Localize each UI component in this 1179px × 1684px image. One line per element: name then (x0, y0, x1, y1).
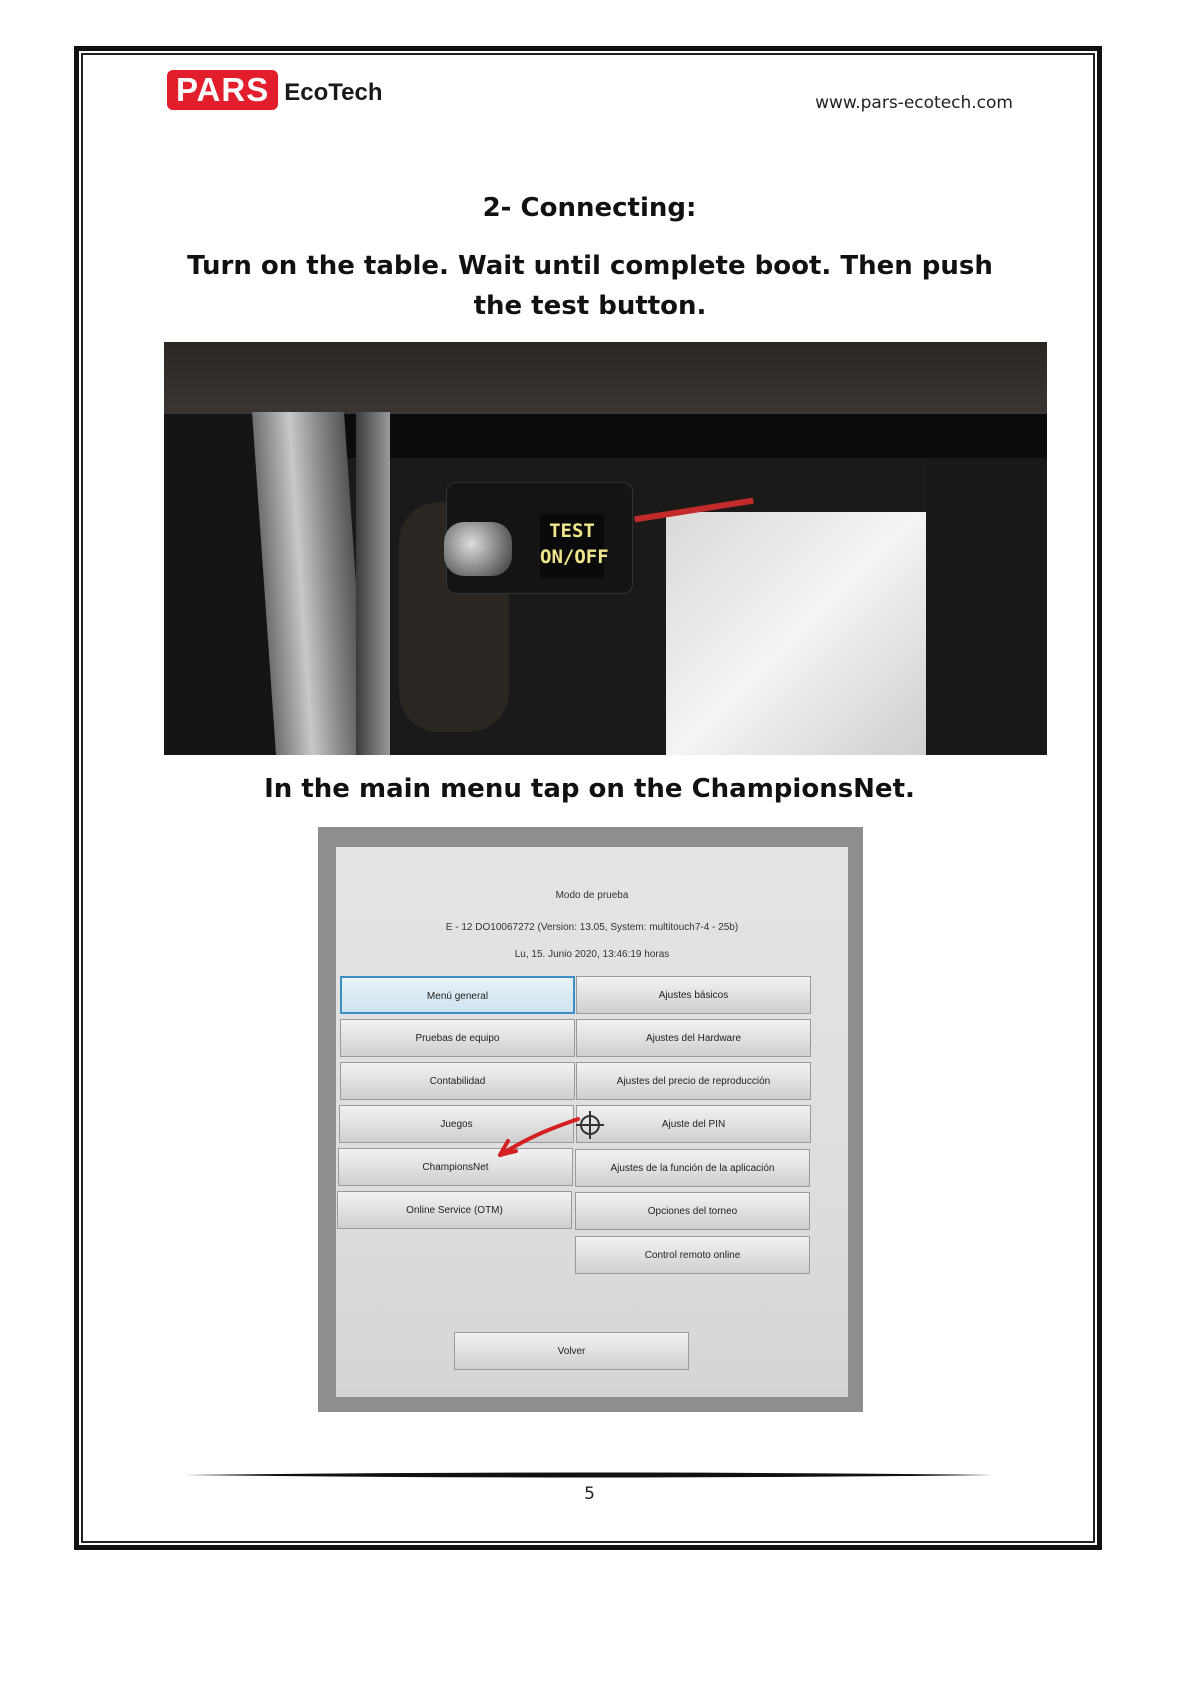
version-info: E - 12 DO10067272 (Version: 13.05, System: multitouch7-4 - 25b) (445, 922, 739, 933)
opciones-del-torneo-button[interactable]: Opciones del torneo (575, 1192, 810, 1230)
logo-ecotech-text: EcoTech (284, 79, 383, 106)
test-mode-screen-photo (318, 827, 863, 1412)
contabilidad-button[interactable]: Contabilidad (340, 1062, 575, 1100)
date-time: Lu, 15. Junio 2020, 13:46:19 horas (514, 949, 670, 960)
instruction-power-on: Turn on the table. Wait until complete boot. Then push the test button. (187, 251, 993, 321)
pruebas-de-equipo-button[interactable]: Pruebas de equipo (340, 1019, 575, 1057)
ajuste-del-pin-button[interactable]: Ajuste del PIN (576, 1105, 811, 1143)
cabinet-right-side (926, 458, 1047, 755)
website-url[interactable]: www.pars-ecotech.com (815, 93, 1013, 113)
red-arrow-icon (486, 1109, 586, 1169)
ajustes-funcion-aplicacion-button[interactable]: Ajustes de la función de la aplicación (575, 1149, 810, 1187)
ajustes-del-hardware-button[interactable]: Ajustes del Hardware (576, 1019, 811, 1057)
label-test: TEST (549, 520, 595, 542)
metal-rail-edge (356, 412, 390, 755)
control-remoto-online-button[interactable]: Control remoto online (575, 1236, 810, 1274)
cabinet-ledge (344, 414, 1047, 458)
pars-ecotech-logo (167, 70, 383, 110)
ajustes-basicos-button[interactable]: Ajustes básicos (576, 976, 811, 1014)
section-title: 2- Connecting: (482, 193, 697, 223)
footer-divider (184, 1471, 994, 1479)
logo-pars-text: PARS (167, 70, 278, 110)
electronics-board (666, 512, 926, 755)
test-button-photo (164, 342, 1047, 755)
juegos-button[interactable]: Juegos (339, 1105, 574, 1143)
volver-button[interactable]: Volver (454, 1332, 689, 1370)
menu-general-button[interactable]: Menú general (340, 976, 575, 1014)
championsnet-button[interactable]: ChampionsNet (338, 1148, 573, 1186)
label-onoff: ON/OFF (540, 546, 609, 568)
ajustes-precio-reproduccion-button[interactable]: Ajustes del precio de reproducción (576, 1062, 811, 1100)
test-push-button (444, 522, 512, 576)
instruction-tap-championsnet: In the main menu tap on the ChampionsNet. (264, 774, 915, 804)
screen-title: Modo de prueba (555, 890, 629, 901)
test-mode-screen (336, 847, 848, 1397)
page-number: 5 (584, 1484, 595, 1504)
cabinet-top (164, 342, 1047, 414)
test-onoff-label (540, 514, 609, 578)
online-service-otm-button[interactable]: Online Service (OTM) (337, 1191, 572, 1229)
